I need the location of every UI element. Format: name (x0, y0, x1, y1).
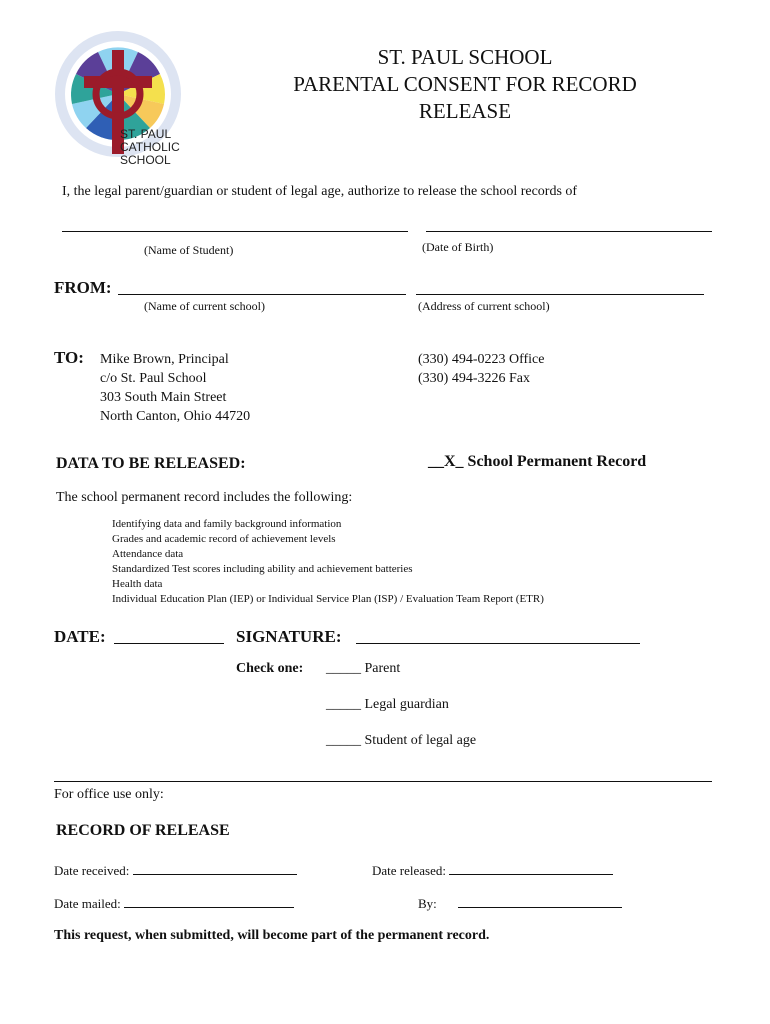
signature-label: SIGNATURE: (236, 627, 342, 646)
current-school-name-line[interactable] (118, 294, 406, 295)
to-line-1: Mike Brown, Principal (100, 352, 229, 367)
current-school-address-caption: (Address of current school) (418, 299, 550, 313)
by-field[interactable] (418, 893, 622, 912)
to-line-3: 303 South Main Street (100, 390, 227, 405)
date-line[interactable] (114, 643, 224, 644)
list-item: Health data (112, 578, 163, 590)
from-label: FROM: (54, 278, 112, 297)
includes-intro: The school permanent record includes the following: (56, 490, 353, 505)
record-items-list (112, 517, 544, 607)
title-line-1: ST. PAUL SCHOOL (377, 45, 553, 69)
date-of-birth-line[interactable] (426, 231, 712, 232)
date-released-field[interactable] (372, 860, 613, 879)
data-release-heading: DATA TO BE RELEASED: (56, 455, 246, 472)
to-phone-block (418, 350, 545, 388)
date-received-label: Date received: (54, 863, 130, 878)
logo-text (120, 128, 180, 167)
phone-fax: (330) 494-3226 Fax (418, 371, 530, 386)
list-item: Grades and academic record of achievement levels (112, 533, 336, 545)
list-item: Attendance data (112, 548, 184, 560)
list-item: Standardized Test scores including ability and achievement batteries (112, 563, 413, 575)
title-line-3: RELEASE (418, 99, 512, 123)
page-title (250, 44, 680, 125)
student-name-line[interactable] (62, 231, 408, 232)
to-address-block (100, 350, 250, 426)
date-mailed-field[interactable] (54, 893, 294, 912)
to-line-4: North Canton, Ohio 44720 (100, 409, 251, 424)
by-label: By: (418, 896, 437, 911)
office-use-label: For office use only: (54, 787, 164, 802)
intro-text: I, the legal parent/guardian or student of legal age, authorize to release the school records of (62, 184, 578, 199)
logo-line-3: SCHOOL (120, 153, 171, 167)
list-item: Identifying data and family background information (112, 518, 342, 530)
to-line-2: c/o St. Paul School (100, 371, 207, 386)
current-school-name-caption: (Name of current school) (144, 299, 265, 313)
record-of-release-heading: RECORD OF RELEASE (56, 822, 230, 839)
date-of-birth-caption: (Date of Birth) (422, 240, 494, 254)
current-school-address-line[interactable] (416, 294, 704, 295)
signature-line[interactable] (356, 643, 640, 644)
office-divider (54, 781, 712, 782)
date-label: DATE: (54, 627, 106, 646)
logo-line-1: ST. PAUL (120, 127, 172, 141)
option-legal-guardian[interactable]: _____ Legal guardian (326, 697, 449, 712)
to-label: TO: (54, 348, 84, 367)
name-of-student-caption: (Name of Student) (144, 243, 234, 257)
title-line-2: PARENTAL CONSENT FOR RECORD (293, 72, 637, 96)
date-mailed-label: Date mailed: (54, 896, 121, 911)
date-released-label: Date released: (372, 863, 446, 878)
phone-office: (330) 494-0223 Office (418, 352, 545, 367)
footer-note: This request, when submitted, will become part of the permanent record. (54, 928, 490, 943)
date-received-field[interactable] (54, 860, 297, 879)
logo-line-2: CATHOLIC (120, 140, 180, 154)
option-parent[interactable]: _____ Parent (326, 661, 401, 676)
record-option: __X_ School Permanent Record (428, 453, 647, 470)
option-student-legal-age[interactable]: _____ Student of legal age (326, 733, 477, 748)
check-one-label: Check one: (236, 661, 304, 676)
list-item: Individual Education Plan (IEP) or Individual Service Plan (ISP) / Evaluation Team Report (ETR) (112, 593, 544, 605)
